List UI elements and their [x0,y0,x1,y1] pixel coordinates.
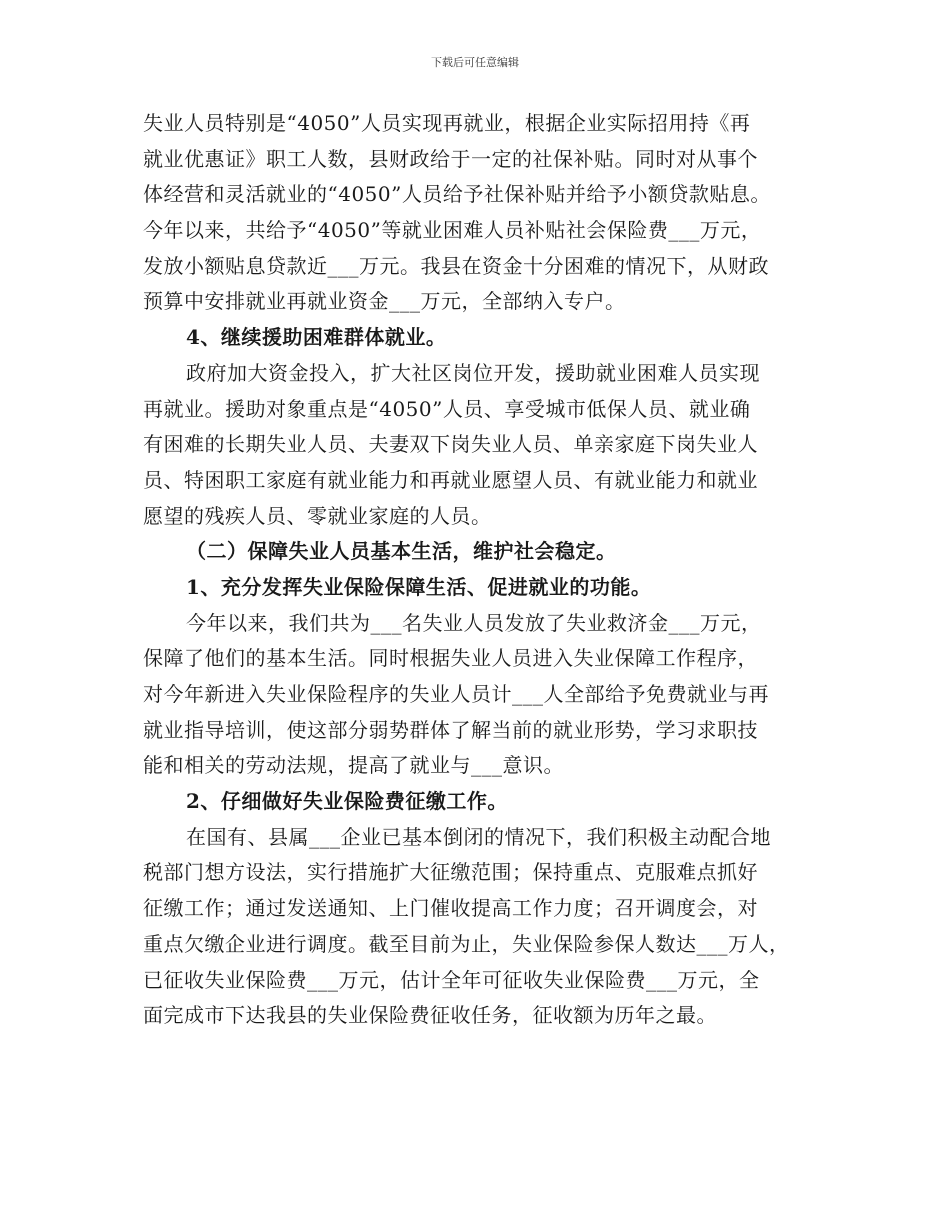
body-line: 已征收失业保险费___万元，估计全年可征收失业保险费___万元，全 [143,967,760,992]
body-line: 税部门想方设法，实行措施扩大征缴范围；保持重点、克服难点抓好 [143,860,758,885]
body-line: 失业人员特别是“4050”人员实现再就业，根据企业实际招用持《再 [143,111,751,135]
body-line: 愿望的残疾人员、零就业家庭的人员。 [143,503,492,528]
body-line: 就业优惠证》职工人数，县财政给于一定的社保补贴。同时对从事个 [143,146,758,171]
body-line: 发放小额贴息贷款近___万元。我县在资金十分困难的情况下，从财政 [143,253,769,278]
paragraph-start-line: 政府加大资金投入，扩大社区岗位开发，援助就业困难人员实现 [186,360,760,385]
document-body [143,106,823,1034]
section-heading: （二）保障失业人员基本生活，维护社会稳定。 [186,539,617,564]
body-line: 对今年新进入失业保险程序的失业人员计___人全部给予免费就业与再 [143,682,769,706]
body-line: 保障了他们的基本生活。同时根据失业人员进入失业保障工作程序， [143,646,758,671]
subsection-heading: 2、仔细做好失业保险费征缴工作。 [186,789,508,814]
body-line: 能和相关的劳动法规，提高了就业与___意识。 [143,753,564,778]
body-line: 员、特困职工家庭有就业能力和再就业愿望人员、有就业能力和就业 [143,467,758,492]
subsection-heading: 1、充分发挥失业保险保障生活、促进就业的功能。 [186,574,652,599]
body-line: 今年以来，共给予“4050”等就业困难人员补贴社会保险费___万元， [143,218,762,243]
paragraph-start-line: 今年以来，我们共为___名失业人员发放了失业救济金___万元， [186,610,762,635]
body-line: 再就业。援助对象重点是“4050”人员、享受城市低保人员、就业确 [143,396,751,421]
body-line: 面完成市下达我县的失业保险费征收任务，征收额为历年之最。 [143,1003,717,1028]
section-heading: 4、继续援助困难群体就业。 [186,325,447,350]
body-line: 预算中安排就业再就业资金___万元，全部纳入专户。 [143,289,626,314]
body-line: 重点欠缴企业进行调度。截至目前为止，失业保险参保人数达___万人， [143,931,790,956]
body-line: 就业指导培训，使这部分弱势群体了解当前的就业形势，学习求职技 [143,717,758,742]
body-line: 体经营和灵活就业的“4050”人员给予社保补贴并给予小额贷款贴息。 [143,182,771,207]
body-line: 有困难的长期失业人员、夫妻双下岗失业人员、单亲家庭下岗失业人 [143,432,758,457]
body-line: 征缴工作；通过发送通知、上门催收提高工作力度；召开调度会，对 [143,896,758,921]
paragraph-start-line: 在国有、县属___企业已基本倒闭的情况下，我们积极主动配合地 [186,824,771,849]
page-header-caption: 下载后可任意编辑 [431,56,519,69]
